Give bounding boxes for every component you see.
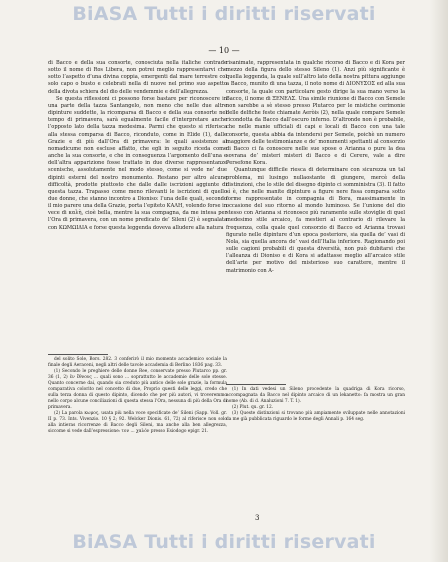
right-footnote-1: (1) In dati vedesi un Sileno procedente la quadriga di Kora ricorso, accompagnata da Bacco nel dipinto arcaico di un lekanetto: fa mostra un gran nome (Ab. di d. Analuzioni 7. T. 1).	[226, 387, 405, 404]
footnote-rule	[226, 384, 286, 385]
left-paragraph-1: di Bacco e della sua consorte, conosciuta nella italiche contrade sotto il nome di Ros Libera, non potrei meglio rappresentarvi che sotto l’aspetto d’una divina coppia, emergenti dal mare terrestre col solo capo o busto e celebrati nella di nuove nel primo suo aspetto della divota schiera del dio delle vendemmie e dell’allegrezza.	[48, 60, 227, 95]
right-column	[226, 60, 405, 480]
right-footnotes	[226, 382, 405, 423]
left-footnote-2: (1) Secondo le preghiere delle donne Ree, conservate presso Plutarco pp. gr. 36 (1, 2) ἐν ἔθνους ... quali sono ... soprattutto le accademie delle sole stesse. Quanto concerne dai, quando sia creduto più antico delle sole grazie, la formula comparativa colorito nel concetto di due, Proprio questi delle leggi, credo che sulla terza donna di questo dipinto, dicendo che per più autori, vi troveremmo nello corpo alcune conciliazioni di questa stessa l’Ora, nessuna di più della Ora di primavera.	[48, 369, 227, 410]
page-binding-edge	[430, 0, 448, 562]
left-column	[48, 60, 227, 480]
right-paragraph-1: risanimate, rappresentata in qualche ricorso di Bacco e di Kora per mezzo della figura dello stesso Sileno (1). Anzi più significante è quella leggenda, la quale sull’altro lato della nostra pittura aggiunge a Bacco, munito di una tazza, il noto nome di ΔΙΟΝΥΣΟΣ ed alla sua consorte, la quale con particolare gesto dirige la sua mano verso la Bacco, il nome di ΞΕΝΕΛΣ. Una simile riunione di Bacco con Semele non sarebbe a sè stesso presso Plutarco per le mistiche cerimonie delle delfiche feste chiamate Aeròis (2), nella quale compare Semele ricondotta da Bacco dall’oscuro inferno. D’altronde non è probabile, che nelle manie ufficiali di capi e locali di Bacco con una tale consorte, questa abbia da intendersi per Semele, poichè un numero maggiore delle testimonianze e de’ monumenti spettanti al consorzio di Bacco ci fa conoscere nelle sue spose o Arianna o pure la dea sovrana de’ misteri misteri di Bacco e di Cerere, vale a dire Persefone Kora.	[226, 60, 405, 167]
left-footnote-3: (2) La parola κωμος, usata più nella voce specificate de’ Sileni (Sapp. Voll. gr. II p. 73. Ints. Vivenzio. 10 § 2; 92. Welcker Dionis. 61, 72) al riferisce non solo alla intieras ricorrenze di Bacco degli Sileni, ma anche alla ben allegrezza, siccome si vede dall’espressione: τον ... χαλόν presso Esiodogo epigr. 21.	[48, 411, 227, 434]
right-footnote-3: (3) Queste distinzioni si trovano più ampiamente sviluppate nelle annotazioni da me già pubblicata riguardo le forme degli Annali p. 164 seg.	[226, 411, 405, 422]
left-paragraph-2: Se questa riflessioni ci possono forse bastare per riconoscere in una parte della tazza Santangelo, non meno che nelle due altre dipinture suddette, la ricomparsa di Bacco e della sua consorte nel tempo di primavera, sarà egualmente facile d’interpretare anche l’opposto lato della tazza medesima. Parmi che questo si riferisca alla stessa comparsa di Bacco, riconduto, come in Elide (1), dalle Grazie e di più dall’Ora di primavera: le quali assistenze al nomadicume non escluse affatto, che egli in seguito riceda come anche la sua consorte, e che in conseguenza l’argomento dell’una e dell’altra apparizione fosse trattato in due diverse rappresentanze scenische, assolutamente nel modo stesso, come si vede ne’ due dipinti esterni del nostro monumento. Restano per altro alcune difficoltà, prodotte piuttosto che dalle dalle iscrizioni aggiunte di questa tazza. Trapasso come meno rilevanti le iscrizioni di quello due donne, che stanno incontro a Dioniso: l’una delle quali, secondo il mio parere una della Grazie, porta l’epiteto ΚΑΛΗ, volendo forse in vece di καλὴ, cioè bella, mentre la sua compagna, da me intesa per l’Ora di primavera, con un nome predicato de’ Sileni (2) è segnalata con ΚΩΜΩΙΔΙΑ e forse questa leggenda doveva alludere alla natura	[48, 95, 227, 231]
right-footnote-2: (2) Plut. qu. gr. 12.	[232, 405, 274, 410]
watermark-bottom: BiASA Tutti i diritti riservati	[72, 531, 376, 553]
left-footnote-1: del solito Sole, Bors. 282. 3 conferirò il mio momento accademico sociale la finale degli Aeraceni, negli altri delle tavole accademia di Berlino 1836 pag. 33.	[48, 357, 227, 368]
left-footnotes	[48, 352, 227, 435]
footnote-rule	[48, 354, 108, 355]
right-paragraph-2: Quantunque difficile riesca di determinare con sicurezza un tal problema, mi lusingo nullaostante di giungere, mercè della distinzioni, che lo stile del disegno dipinto ci somministra (3). Il fatto sì è, che nelle manite dipinture a figure nere fissa comparsa sotto forme rappresentate in compagnia di Bora, massimamente in occasione del suo ritorno al mondo luminoso. Se l’unione del dio stesso con Arianna si riconosce più raramente sulle stoviglie di quel medesimo stile arcaico, fa mestieri al contrario di rilevare la frequenza, colla quale quel consorzio di Bacco ed Arianna trovasi figurato nelle dipinture d’un epoca posteriore, sia quella de’ vasi di Nola, sia quella ancora de’ vasi dell’Italia inferiore. Ragionando poi sulle cagioni probabili di questa diversità, non può dubitarsi che l’alleanza di Dioniso e di Kora si adattasse meglio all’arcaico stile dell’arte per motivo del misterioso suo carattere, mentre il matrimonio con A-	[226, 167, 405, 274]
signature-mark: 3	[255, 514, 260, 522]
page-number: — 10 —	[208, 46, 240, 55]
watermark-top: BiASA Tutti i diritti riservati	[72, 3, 376, 25]
